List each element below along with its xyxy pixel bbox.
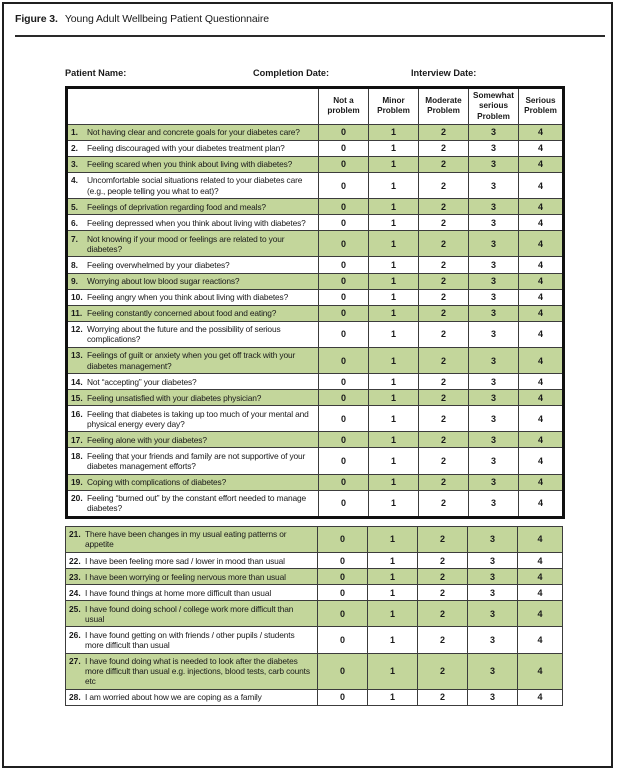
rating-value-cell: 2	[419, 289, 469, 305]
question-number: 10.	[71, 292, 83, 303]
question-cell	[67, 374, 319, 390]
question-row	[67, 257, 564, 273]
figure-caption	[15, 13, 269, 25]
question-text: Feeling alone with your diabetes?	[87, 434, 207, 445]
question-cell	[67, 140, 319, 156]
rating-value-cell: 4	[519, 432, 564, 448]
rating-value-cell: 3	[469, 347, 519, 373]
figure-title: Young Adult Wellbeing Patient Questionnaire	[64, 13, 269, 25]
question-row	[67, 390, 564, 406]
rating-value-cell: 0	[319, 490, 369, 517]
rating-value-cell: 0	[319, 474, 369, 490]
question-row	[67, 490, 564, 517]
rating-value-cell: 1	[369, 490, 419, 517]
rating-value-cell: 0	[319, 374, 369, 390]
question-cell	[67, 474, 319, 490]
rating-value-cell: 2	[419, 321, 469, 347]
rating-value-cell: 1	[369, 257, 419, 273]
rating-value-cell: 0	[319, 448, 369, 474]
rating-value-cell: 1	[369, 321, 419, 347]
rating-value-cell: 1	[369, 172, 419, 198]
question-text: Not “accepting” your diabetes?	[87, 376, 197, 387]
question-cell	[67, 156, 319, 172]
question-number: 15.	[71, 392, 83, 403]
rating-value-cell: 2	[419, 124, 469, 140]
rating-value-cell: 0	[318, 601, 368, 627]
question-cell	[67, 231, 319, 257]
question-row	[67, 432, 564, 448]
rating-value-cell: 0	[319, 231, 369, 257]
question-row	[67, 156, 564, 172]
rating-value-cell: 1	[369, 156, 419, 172]
rating-value-cell: 3	[468, 689, 518, 705]
rating-value-cell: 0	[319, 390, 369, 406]
question-number: 27.	[69, 656, 81, 667]
rating-value-cell: 1	[369, 199, 419, 215]
rating-value-cell: 2	[419, 347, 469, 373]
question-row	[67, 448, 564, 474]
question-number: 18.	[71, 450, 83, 461]
rating-value-cell: 3	[469, 321, 519, 347]
rating-value-cell: 4	[519, 474, 564, 490]
rating-value-cell: 1	[369, 305, 419, 321]
rating-value-cell: 1	[369, 231, 419, 257]
question-row	[67, 199, 564, 215]
patient-name-label: Patient Name:	[65, 68, 127, 78]
question-number: 4.	[71, 175, 78, 186]
question-text: Feeling that diabetes is taking up too much of your mental and physical energy every day?	[87, 408, 309, 429]
question-cell	[66, 689, 318, 705]
rating-value-cell: 1	[368, 585, 418, 601]
question-cell	[67, 406, 319, 432]
rating-value-cell: 4	[519, 289, 564, 305]
rating-value-cell: 3	[469, 448, 519, 474]
rating-value-cell: 3	[469, 390, 519, 406]
question-text: Feelings of guilt or anxiety when you get off track with your diabetes management?	[87, 350, 296, 371]
rating-value-cell: 2	[419, 140, 469, 156]
rating-value-cell: 2	[418, 585, 468, 601]
rating-value-cell: 4	[519, 321, 564, 347]
rating-value-cell: 4	[519, 347, 564, 373]
rating-value-cell: 3	[469, 289, 519, 305]
question-cell	[67, 289, 319, 305]
rating-value-cell: 1	[369, 448, 419, 474]
rating-value-cell: 3	[468, 526, 518, 552]
question-row	[66, 689, 563, 705]
question-text: Feelings of deprivation regarding food and meals?	[87, 201, 266, 212]
question-number: 12.	[71, 324, 83, 335]
rating-value-cell: 4	[518, 653, 563, 689]
rating-value-cell: 4	[519, 305, 564, 321]
rating-value-cell: 2	[419, 199, 469, 215]
rating-value-cell: 0	[319, 406, 369, 432]
question-cell	[67, 215, 319, 231]
rating-value-cell: 4	[518, 569, 563, 585]
rating-value-cell: 0	[319, 199, 369, 215]
rating-value-cell: 1	[369, 124, 419, 140]
question-text: Feeling discouraged with your diabetes treatment plan?	[87, 143, 285, 154]
rating-value-cell: 0	[318, 627, 368, 653]
rating-value-cell: 3	[469, 156, 519, 172]
question-text: Not knowing if your mood or feelings are related to your diabetes?	[87, 233, 285, 254]
question-text: Worrying about low blood sugar reactions?	[87, 276, 240, 287]
rating-value-cell: 4	[519, 390, 564, 406]
rating-value-cell: 0	[318, 585, 368, 601]
rating-value-cell: 2	[419, 406, 469, 432]
rating-value-cell: 0	[319, 432, 369, 448]
rating-value-cell: 0	[319, 124, 369, 140]
rating-value-cell: 0	[319, 172, 369, 198]
question-number: 9.	[71, 276, 78, 287]
rating-value-cell: 4	[519, 374, 564, 390]
rating-value-cell: 4	[519, 215, 564, 231]
rating-value-cell: 4	[518, 526, 563, 552]
questionnaire-table-part2	[65, 526, 563, 706]
rating-value-cell: 4	[518, 601, 563, 627]
rating-value-cell: 0	[318, 553, 368, 569]
rating-value-cell: 2	[419, 305, 469, 321]
question-text: Feeling constantly concerned about food and eating?	[87, 308, 277, 319]
form-header-labels	[4, 68, 611, 82]
rating-value-cell: 0	[319, 273, 369, 289]
rating-value-cell: 1	[369, 347, 419, 373]
question-cell	[67, 172, 319, 198]
rating-value-cell: 3	[469, 140, 519, 156]
question-row	[66, 526, 563, 552]
question-number: 19.	[71, 477, 83, 488]
question-cell	[66, 569, 318, 585]
rating-value-cell: 3	[469, 215, 519, 231]
rating-value-cell: 3	[469, 172, 519, 198]
question-row	[67, 374, 564, 390]
rating-value-cell: 2	[418, 627, 468, 653]
column-header-serious-problem: Serious Problem	[519, 88, 564, 125]
rating-value-cell: 1	[368, 689, 418, 705]
rating-value-cell: 3	[469, 257, 519, 273]
question-cell	[67, 199, 319, 215]
question-text: I have found getting on with friends / other pupils / students more difficult than usual	[85, 629, 295, 650]
question-text: Feeling scared when you think about living with diabetes?	[87, 159, 293, 170]
rating-value-cell: 1	[368, 553, 418, 569]
rating-value-cell: 3	[469, 124, 519, 140]
question-row	[66, 653, 563, 689]
question-row	[67, 273, 564, 289]
question-row	[67, 406, 564, 432]
question-row	[67, 305, 564, 321]
question-cell	[66, 553, 318, 569]
question-cell	[67, 448, 319, 474]
question-number: 24.	[69, 587, 81, 598]
question-cell	[67, 257, 319, 273]
question-row	[67, 474, 564, 490]
question-row	[67, 215, 564, 231]
question-text: Coping with complications of diabetes?	[87, 477, 227, 488]
question-text: Feeling unsatisfied with your diabetes physician?	[87, 392, 262, 403]
rating-value-cell: 0	[319, 289, 369, 305]
rating-value-cell: 2	[419, 490, 469, 517]
rating-value-cell: 1	[368, 627, 418, 653]
question-cell	[67, 347, 319, 373]
rating-value-cell: 2	[418, 601, 468, 627]
question-number: 26.	[69, 629, 81, 640]
rating-value-cell: 1	[369, 140, 419, 156]
question-number: 13.	[71, 350, 83, 361]
question-cell	[66, 585, 318, 601]
rating-value-cell: 2	[419, 215, 469, 231]
question-number: 23.	[69, 571, 81, 582]
question-row	[67, 321, 564, 347]
question-text: Worrying about the future and the possibility of serious complications?	[87, 324, 281, 345]
question-text: There have been changes in my usual eating patterns or appetite	[85, 529, 287, 550]
rating-value-cell: 3	[469, 432, 519, 448]
rating-value-cell: 2	[418, 526, 468, 552]
rating-value-cell: 1	[369, 374, 419, 390]
rating-value-cell: 2	[419, 172, 469, 198]
rating-value-cell: 4	[519, 140, 564, 156]
question-number: 22.	[69, 555, 81, 566]
question-cell	[67, 273, 319, 289]
question-number: 6.	[71, 217, 78, 228]
question-row	[66, 627, 563, 653]
column-header-minor-problem: Minor Problem	[369, 88, 419, 125]
rating-value-cell: 4	[519, 406, 564, 432]
table-header-row	[67, 88, 564, 125]
question-row	[67, 231, 564, 257]
rating-value-cell: 2	[419, 273, 469, 289]
rating-value-cell: 1	[368, 526, 418, 552]
rating-value-cell: 2	[419, 156, 469, 172]
rating-value-cell: 3	[468, 585, 518, 601]
question-row	[67, 124, 564, 140]
question-cell	[66, 601, 318, 627]
rating-value-cell: 1	[369, 390, 419, 406]
rating-value-cell: 1	[368, 653, 418, 689]
rating-value-cell: 1	[369, 215, 419, 231]
rating-value-cell: 0	[318, 569, 368, 585]
rating-value-cell: 2	[418, 689, 468, 705]
rating-value-cell: 4	[518, 627, 563, 653]
rating-value-cell: 2	[419, 374, 469, 390]
question-cell	[66, 627, 318, 653]
rating-value-cell: 2	[418, 569, 468, 585]
question-row	[66, 553, 563, 569]
rating-value-cell: 4	[519, 231, 564, 257]
rating-value-cell: 0	[319, 140, 369, 156]
interview-date-label: Interview Date:	[411, 68, 477, 78]
question-cell	[67, 490, 319, 517]
question-text: Not having clear and concrete goals for your diabetes care?	[87, 127, 300, 138]
column-header-not-a-problem: Not a problem	[319, 88, 369, 125]
figure-label: Figure 3.	[15, 13, 58, 25]
rating-value-cell: 2	[419, 390, 469, 406]
question-text: I have been worrying or feeling nervous more than usual	[85, 571, 286, 582]
rating-value-cell: 2	[419, 257, 469, 273]
column-header-moderate-problem: Moderate Problem	[419, 88, 469, 125]
question-number: 1.	[71, 127, 78, 138]
rating-value-cell: 3	[469, 199, 519, 215]
question-number: 17.	[71, 434, 83, 445]
question-text: Feeling angry when you think about living with diabetes?	[87, 292, 289, 303]
question-text: Feeling depressed when you think about living with diabetes?	[87, 217, 306, 228]
rating-value-cell: 4	[519, 172, 564, 198]
rating-value-cell: 1	[369, 406, 419, 432]
rating-value-cell: 0	[319, 215, 369, 231]
question-row	[67, 172, 564, 198]
rating-value-cell: 0	[319, 347, 369, 373]
rating-value-cell: 1	[369, 289, 419, 305]
rating-value-cell: 3	[469, 273, 519, 289]
question-number: 25.	[69, 603, 81, 614]
rating-value-cell: 2	[418, 653, 468, 689]
rating-value-cell: 4	[519, 490, 564, 517]
completion-date-label: Completion Date:	[253, 68, 330, 78]
caption-divider-line	[15, 35, 605, 37]
question-cell	[67, 305, 319, 321]
question-column-header	[67, 88, 319, 125]
question-cell	[67, 390, 319, 406]
rating-value-cell: 3	[469, 406, 519, 432]
rating-value-cell: 2	[419, 448, 469, 474]
question-text: I have found things at home more difficult than usual	[85, 587, 272, 598]
rating-value-cell: 4	[518, 585, 563, 601]
question-cell	[67, 432, 319, 448]
question-cell	[66, 653, 318, 689]
rating-value-cell: 2	[418, 553, 468, 569]
rating-value-cell: 1	[369, 474, 419, 490]
rating-value-cell: 0	[318, 526, 368, 552]
rating-value-cell: 3	[469, 374, 519, 390]
rating-value-cell: 2	[419, 432, 469, 448]
question-cell	[66, 526, 318, 552]
rating-value-cell: 4	[519, 448, 564, 474]
rating-value-cell: 0	[319, 257, 369, 273]
question-number: 20.	[71, 493, 83, 504]
question-row	[66, 601, 563, 627]
question-text: I have found doing school / college work more difficult than usual	[85, 603, 294, 624]
question-row	[67, 289, 564, 305]
rating-value-cell: 2	[419, 474, 469, 490]
rating-value-cell: 1	[368, 601, 418, 627]
questionnaire-table-part1	[65, 86, 565, 519]
rating-value-cell: 3	[468, 627, 518, 653]
question-number: 28.	[69, 692, 81, 703]
question-row	[66, 585, 563, 601]
rating-value-cell: 1	[369, 273, 419, 289]
rating-value-cell: 4	[519, 124, 564, 140]
question-number: 14.	[71, 376, 83, 387]
question-text: I am worried about how we are coping as a family	[85, 692, 262, 703]
column-header-somewhat-serious-problem: Somewhat serious Problem	[469, 88, 519, 125]
question-row	[66, 569, 563, 585]
rating-value-cell: 3	[468, 553, 518, 569]
question-text: Uncomfortable social situations related to your diabetes care (e.g., people telling you what to eat)?	[87, 175, 303, 196]
rating-value-cell: 0	[319, 321, 369, 347]
figure-frame	[2, 2, 613, 768]
question-cell	[67, 321, 319, 347]
question-cell	[67, 124, 319, 140]
question-text: Feeling that your friends and family are not supportive of your diabetes management efforts?	[87, 450, 306, 472]
question-number: 5.	[71, 201, 78, 212]
rating-value-cell: 0	[319, 305, 369, 321]
rating-value-cell: 1	[368, 569, 418, 585]
question-number: 2.	[71, 143, 78, 154]
rating-value-cell: 0	[318, 689, 368, 705]
rating-value-cell: 3	[469, 490, 519, 517]
rating-value-cell: 0	[318, 653, 368, 689]
rating-value-cell: 4	[519, 199, 564, 215]
rating-value-cell: 3	[468, 569, 518, 585]
question-number: 7.	[71, 233, 78, 244]
rating-value-cell: 3	[469, 231, 519, 257]
question-number: 21.	[69, 529, 81, 540]
rating-value-cell: 3	[468, 653, 518, 689]
rating-value-cell: 2	[419, 231, 469, 257]
rating-value-cell: 4	[518, 689, 563, 705]
question-number: 3.	[71, 159, 78, 170]
rating-value-cell: 4	[519, 273, 564, 289]
question-row	[67, 140, 564, 156]
question-text: Feeling overwhelmed by your diabetes?	[87, 259, 230, 270]
rating-value-cell: 3	[469, 305, 519, 321]
question-number: 11.	[71, 308, 83, 319]
question-text: I have been feeling more sad / lower in mood than usual	[85, 555, 285, 566]
question-row	[67, 347, 564, 373]
rating-value-cell: 3	[468, 601, 518, 627]
rating-value-cell: 4	[518, 553, 563, 569]
rating-value-cell: 1	[369, 432, 419, 448]
question-number: 16.	[71, 408, 83, 419]
question-text: I have found doing what is needed to look after the diabetes more difficult than usual e.g. injections, blood tests, carb counts etc	[85, 656, 310, 687]
rating-value-cell: 3	[469, 474, 519, 490]
rating-value-cell: 0	[319, 156, 369, 172]
question-number: 8.	[71, 259, 78, 270]
rating-value-cell: 4	[519, 257, 564, 273]
question-text: Feeling “burned out” by the constant effort needed to manage diabetes?	[87, 493, 306, 514]
rating-value-cell: 4	[519, 156, 564, 172]
questionnaire-tables	[65, 86, 564, 706]
